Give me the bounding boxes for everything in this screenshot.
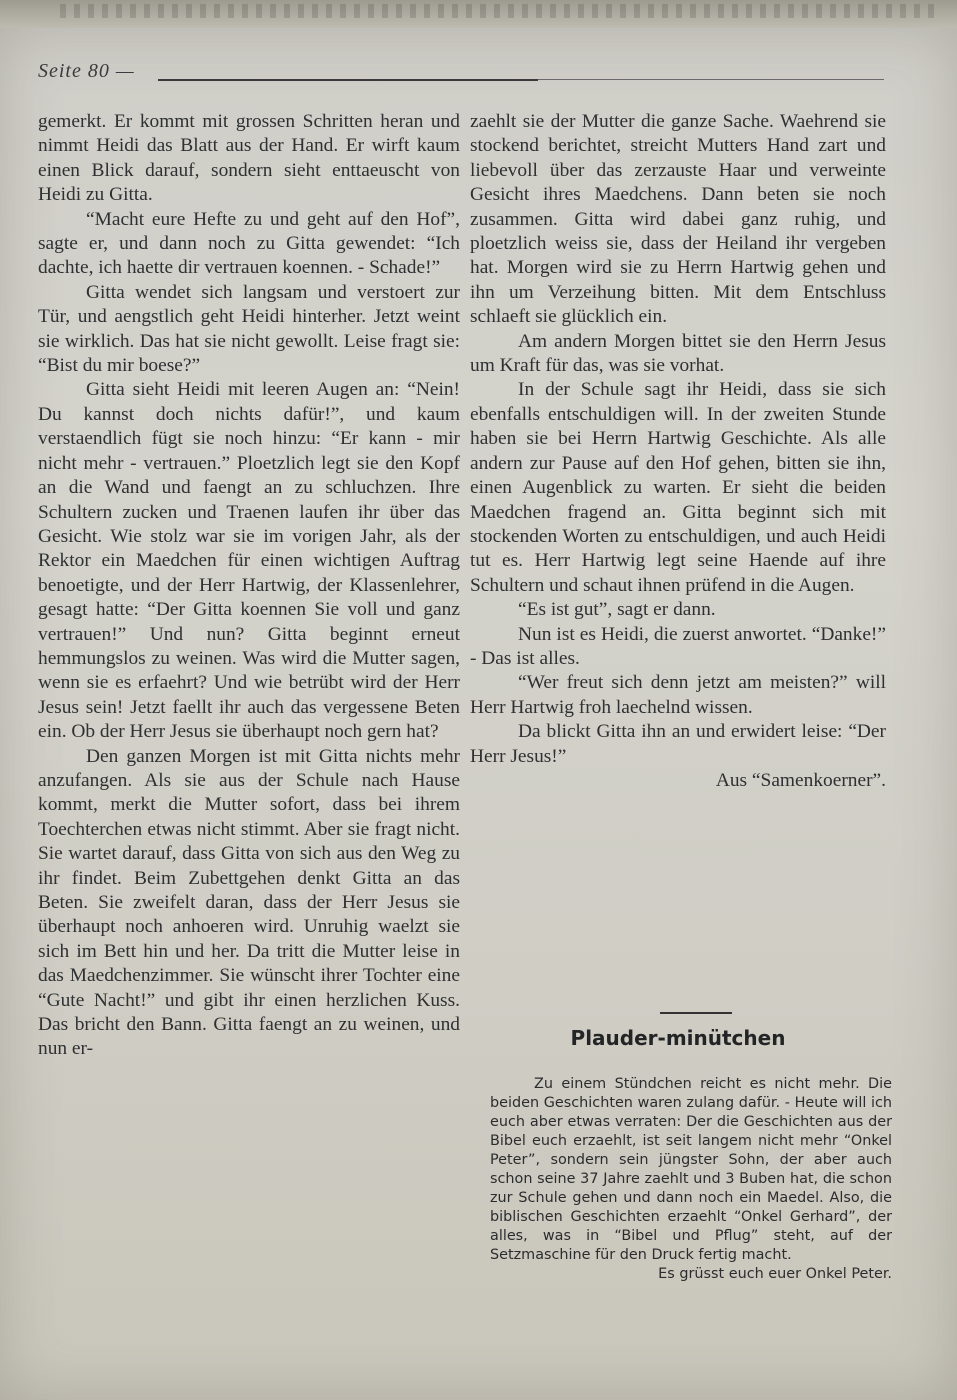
story-paragraph: zaehlt sie der Mutter die ganze Sache. Waehrend sie stockend berichtet, streicht Mutters Hand zart und liebevoll über das zerzauste Haar und verweinte Gesicht ihres Maedchens. Dann beten sie noch zusammen. Gitta wird dabei ganz ruhig, und ploetzlich weiss sie, dass der Heiland ihr vergeben hat. Morgen wird sie zu Herrn Hartwig gehen und ihn um Verzeihung bitten. Mit dem Entschluss schlaeft sie glücklich ein. xyxy=(470,111,886,328)
plauder-section xyxy=(490,1075,892,1284)
story-paragraph: Gitta wendet sich langsam und verstoert zur Tür, und aengstlich geht Heidi hinterher. Jetzt weint sie wirklich. Das hat sie nicht gewollt. Leise fragt sie: “Bist du mir boese?” xyxy=(38,281,460,377)
plauder-paragraph: Zu einem Stündchen reicht es nicht mehr. Die beiden Geschichten waren zulang dafür. - Heute will ich euch aber etwas verraten: Der die Geschichten aus der Bibel euch erzaehlt, ist seit langem nicht mehr “Onkel Peter”, sondern sein jüngster Sohn, der aber auch schon seine 37 Jahre zaehlt und 3 Buben hat, die schon zur Schule gehen und dann noch ein Maedel. Also, die biblischen Geschichten erzaehlt “Onkel Gerhard”, der alles, was in “Bibel und Pflug” steht, auf der Setzmaschine für den Druck fertig macht. xyxy=(490,1076,892,1263)
story-source: Aus “Samenkoerner”. xyxy=(715,769,886,791)
story-paragraph: Gitta sieht Heidi mit leeren Augen an: “Nein! Du kannst doch nichts dafür!”, und kaum verstaendlich fügt sie noch hinzu: “Er kann - mir nicht mehr - vertrauen.” Ploetzlich legt sie den Kopf an die Wand und faengt an zu schluchzen. Ihre Schultern zucken und Traenen laufen ihr über das Gesicht. Wie stolz war sie im vorigen Jahr, als der Rektor ein Maedchen für einen wichtigen Auftrag benoetigte, und der Herr Hartwig, der Klassenlehrer, gesagt hatte: “Der Gitta koennen Sie voll und ganz vertrauen!” Und nun? Gitta beginnt erneut hemmungslos zu weinen. Was wird die Mutter sagen, wenn sie es erfaehrt? Und wie betrübt wird der Herr Jesus sein! Jetzt faellt ihr auch das vergessene Beten ein. Ob der Herr Jesus sie überhaupt noch gern hat? xyxy=(38,379,460,743)
header-rule-thick xyxy=(158,79,538,81)
story-paragraph: “Es ist gut”, sagt er dann. xyxy=(518,599,716,621)
story-paragraph: gemerkt. Er kommt mit grossen Schritten heran und nimmt Heidi das Blatt aus der Hand. Er wirft kaum einen Blick darauf, sondern sieht enttaeuscht von Heidi zu Gitta. xyxy=(38,111,460,206)
plauder-heading: Plauder-minütchen xyxy=(570,1026,786,1050)
story-paragraph: Da blickt Gitta ihn an und erwidert leise: “Der Herr Jesus!” xyxy=(470,721,886,767)
story-column-right xyxy=(470,110,886,793)
page-header xyxy=(38,60,888,100)
bleed-through-text xyxy=(60,4,940,18)
story-paragraph: Nun ist es Heidi, die zuerst anwortet. “Danke!” - Das ist alles. xyxy=(470,623,886,669)
plauder-signature: Es grüsst euch euer Onkel Peter. xyxy=(658,1266,892,1282)
story-paragraph: Am andern Morgen bittet sie den Herrn Jesus um Kraft für das, was sie vorhat. xyxy=(470,330,886,377)
story-column-left xyxy=(38,110,460,1062)
page-number-label: Seite 80 — xyxy=(38,60,135,82)
story-paragraph: In der Schule sagt ihr Heidi, dass sie sich ebenfalls entschuldigen will. In der zweiten Stunde haben sie bei Herrn Hartwig Geschichte. Als alle andern zur Pause auf den Hof gehen, bitten sie ihn, einen Augenblick zu warten. Er sieht die beiden Maedchen fragend an. Gitta beginnt sich mit stockenden Worten zu entschuldigen, und auch Heidi tut es. Herr Hartwig legt seine Haende auf ihre Schultern und schaut ihnen prüfend in die Augen. xyxy=(470,379,886,596)
story-paragraph: “Macht eure Hefte zu und geht auf den Hof”, sagte er, und dann noch zu Gitta gewendet: “Ich dachte, ich haette dir vertrauen koennen. - Schade!” xyxy=(38,208,460,279)
section-divider xyxy=(660,1012,732,1014)
header-rule-thin xyxy=(538,79,884,80)
story-paragraph: Den ganzen Morgen ist mit Gitta nichts mehr anzufangen. Als sie aus der Schule nach Hause kommt, merkt die Mutter sofort, dass bei ihrem Toechterchen etwas nicht stimmt. Aber sie fragt nicht. Sie wartet darauf, dass Gitta von sich aus den Weg zu ihr findet. Beim Zubettgehen denkt Gitta an das Beten. Sie zweifelt daran, dass der Herr Jesus sie überhaupt noch anhoeren wird. Unruhig waelzt sie sich im Bett hin und her. Da tritt die Mutter leise in das Maedchenzimmer. Sie wünscht ihrer Tochter eine “Gute Nacht!” und gibt ihr einen herzlichen Kuss. Das bricht den Bann. Gitta faengt an zu weinen, und nun er- xyxy=(38,745,460,1060)
story-paragraph: “Wer freut sich denn jetzt am meisten?” will Herr Hartwig froh laechelnd wissen. xyxy=(470,672,886,718)
